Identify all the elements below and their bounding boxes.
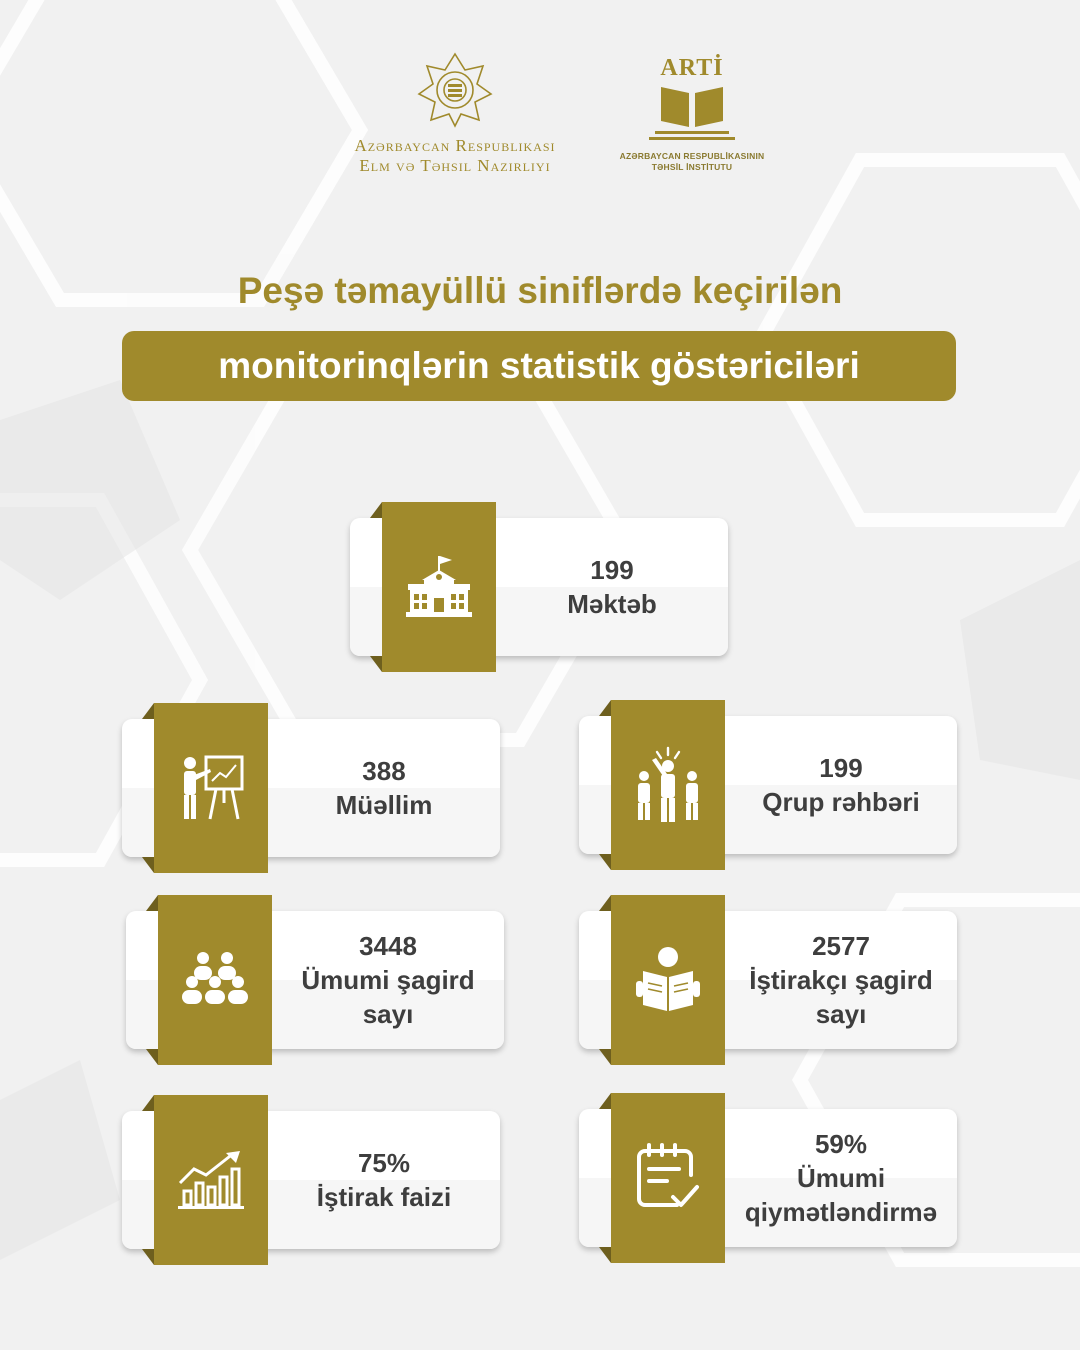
stat-value: 199 xyxy=(590,555,634,585)
stat-value: 3448 xyxy=(359,931,417,961)
stat-icon-tab xyxy=(611,1093,725,1263)
stat-icon-tab xyxy=(611,895,725,1065)
checklist-icon xyxy=(633,1141,703,1215)
stat-label: Ümumi qiymətləndirmə xyxy=(744,1163,938,1227)
reading-student-icon xyxy=(633,945,703,1015)
arti-logo xyxy=(612,55,772,173)
stat-label: Qrup rəhbəri xyxy=(762,787,920,817)
teacher-board-icon xyxy=(176,753,246,823)
ministry-emblem-icon xyxy=(415,50,495,128)
arti-title: ARTİ xyxy=(660,55,724,81)
group-leader-icon xyxy=(632,746,704,824)
open-book-icon xyxy=(637,83,747,145)
stat-value: 75% xyxy=(357,1148,411,1178)
page-title-line1: Peşə təmayüllü siniflərdə keçirilən xyxy=(237,270,843,311)
stat-label: Müəllim xyxy=(335,790,433,820)
stat-icon-tab xyxy=(154,703,268,873)
stat-icon-tab xyxy=(154,1095,268,1265)
arti-subtitle-line1: AZƏRBAYCAN RESPUBLİKASININ xyxy=(619,151,765,161)
stat-value: 388 xyxy=(362,756,406,786)
stat-value: 2577 xyxy=(812,931,870,961)
stat-label: İştirakçı şagird sayı xyxy=(749,965,933,1029)
stat-value: 59% xyxy=(814,1129,868,1159)
ministry-logo xyxy=(320,50,590,176)
arti-subtitle-line2: TƏHSİL İNSTİTUTU xyxy=(651,162,733,172)
page-title-line2: monitorinqlərin statistik göstəriciləri xyxy=(218,345,860,386)
stat-label: İştirak faizi xyxy=(316,1182,452,1212)
stat-icon-tab xyxy=(611,700,725,870)
stat-icon-tab xyxy=(158,895,272,1065)
page-title-banner xyxy=(122,331,956,401)
stat-icon-tab xyxy=(382,502,496,672)
stat-label: Məktəb xyxy=(567,589,657,619)
growth-chart-icon xyxy=(176,1149,246,1211)
stat-label: Ümumi şagird sayı xyxy=(301,965,475,1029)
students-group-icon xyxy=(180,950,250,1010)
ministry-name-line1: Azərbaycan Respublikası xyxy=(354,136,556,155)
ministry-name-line2: Elm və Təhsil Nazirliyi xyxy=(359,156,551,175)
stat-value: 199 xyxy=(819,753,863,783)
school-icon xyxy=(404,554,474,620)
